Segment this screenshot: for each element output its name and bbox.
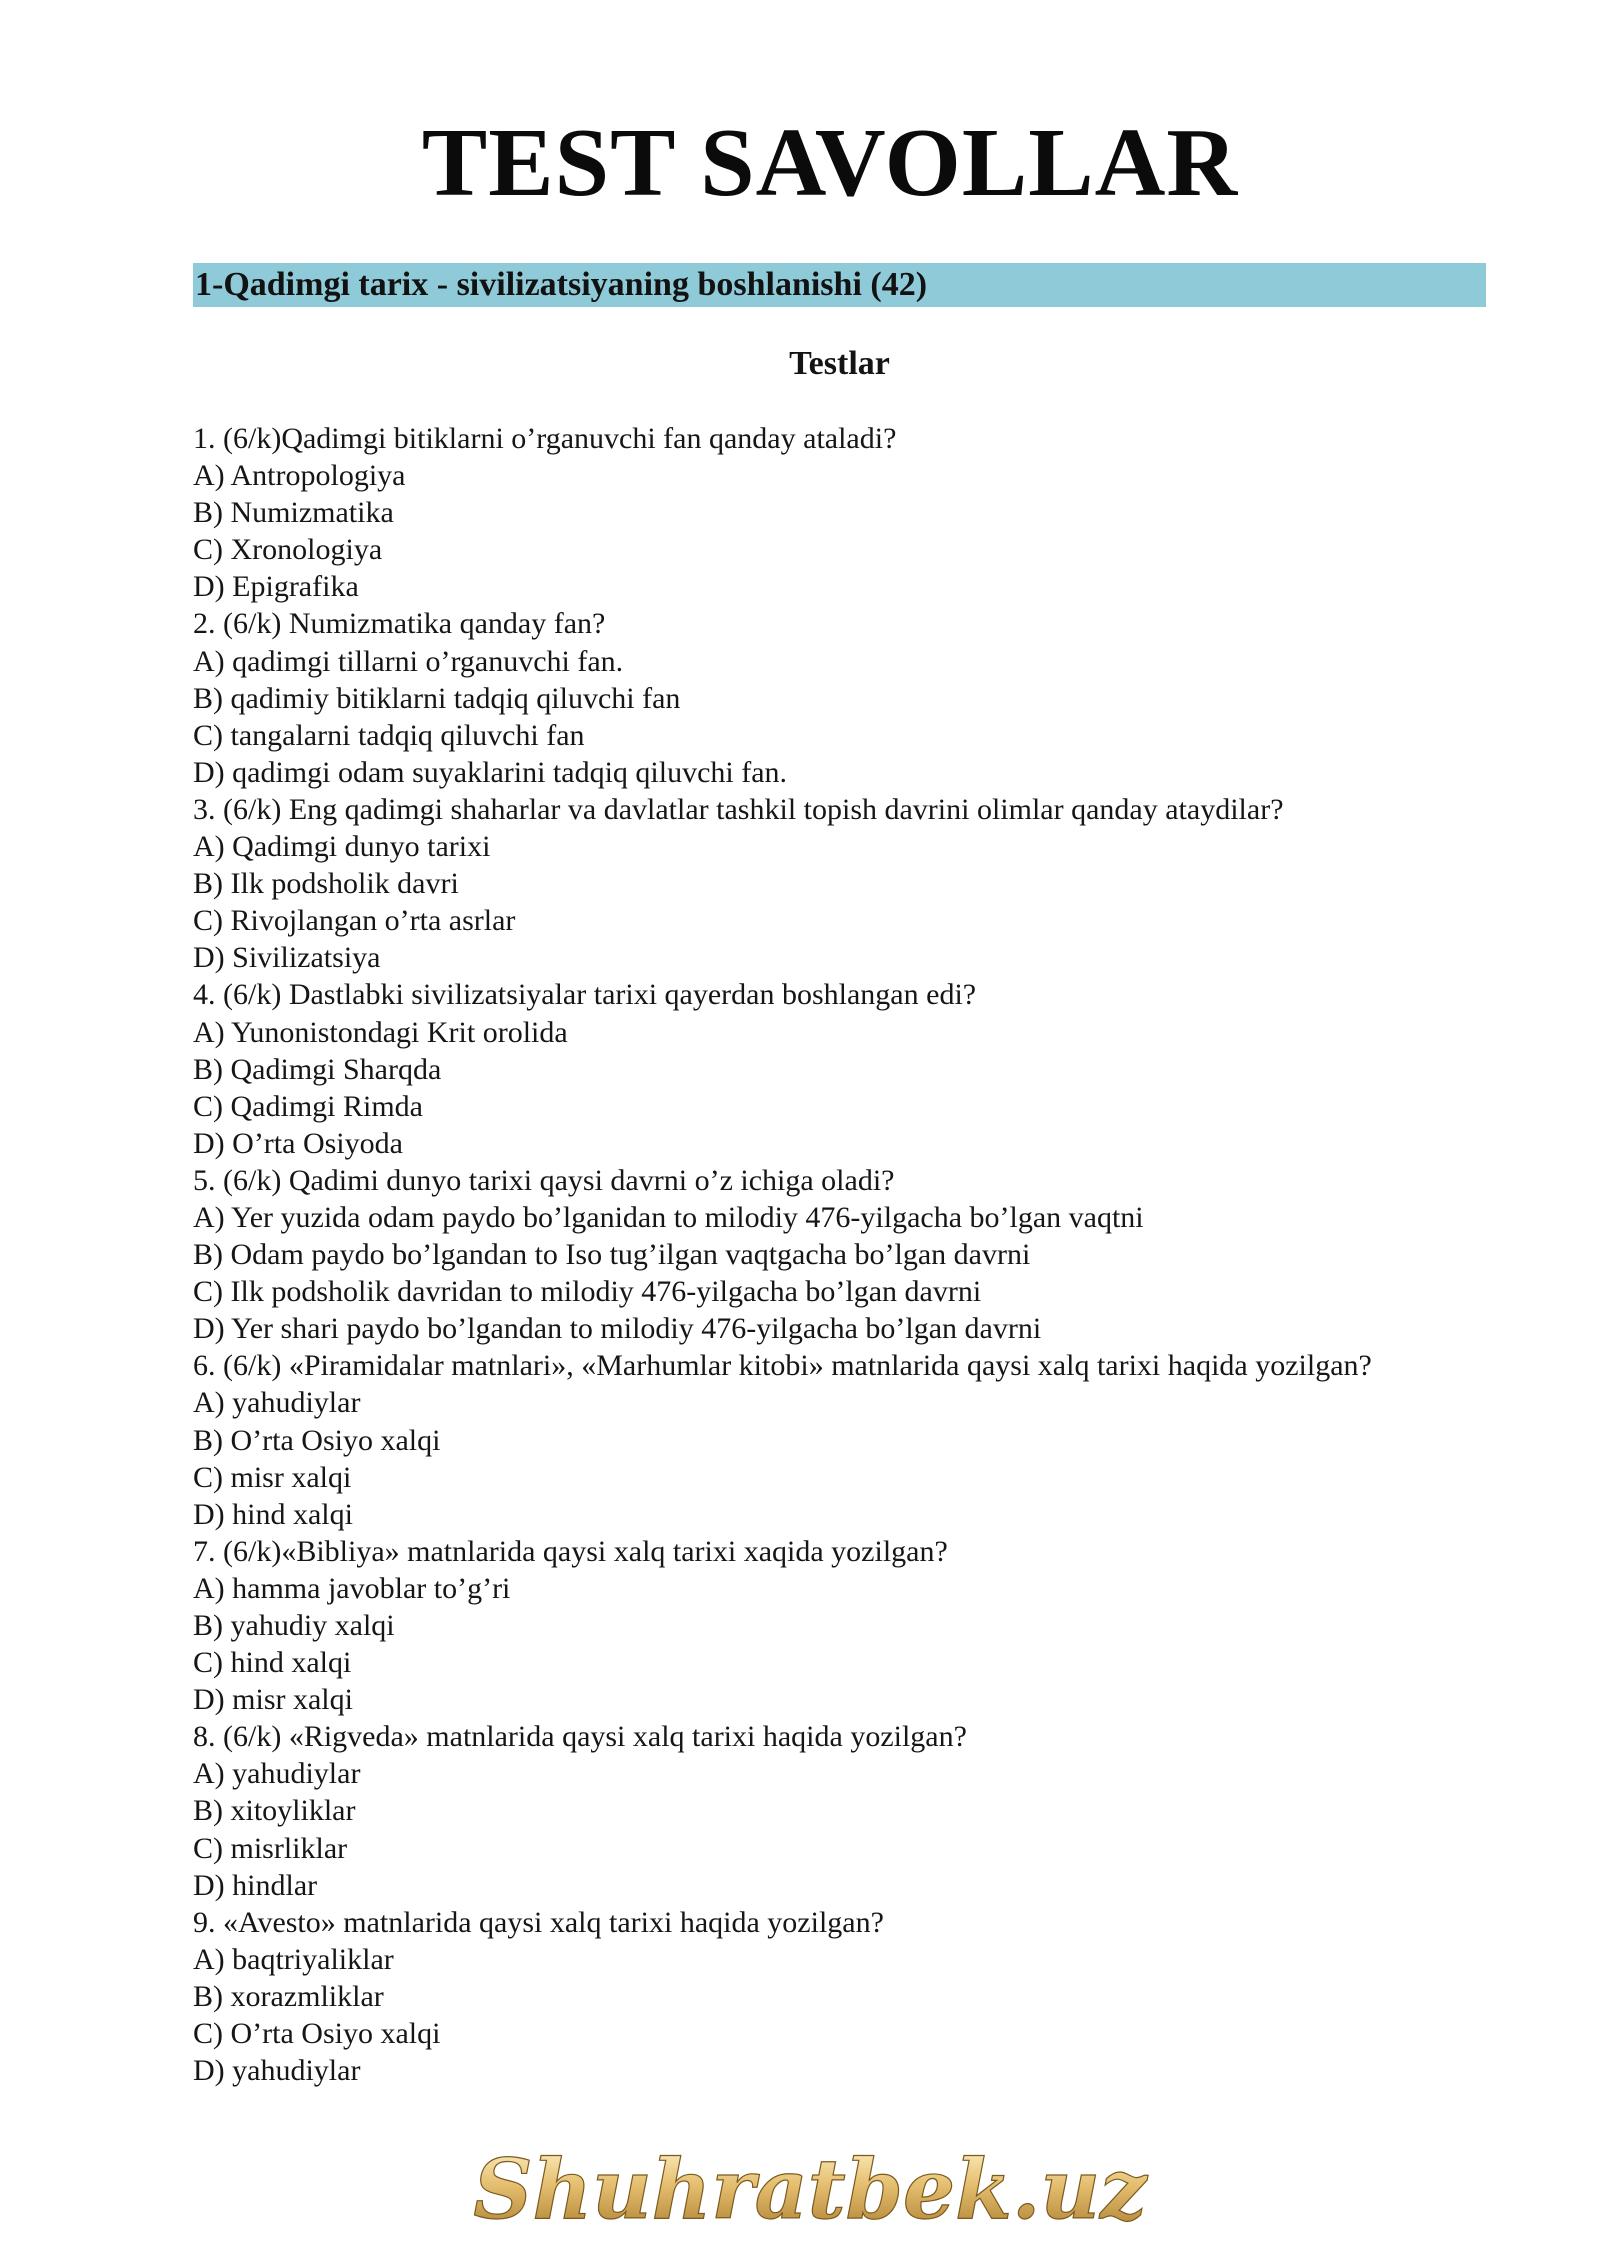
answer-option: B) xitoyliklar bbox=[193, 1794, 356, 1828]
answer-option: A) baqtriyaliklar bbox=[193, 1942, 394, 1976]
title-container bbox=[0, 108, 1600, 218]
answer-option: C) misrliklar bbox=[193, 1831, 348, 1865]
answer-option: D) yahudiylar bbox=[193, 2054, 361, 2088]
answer-option: D) hind xalqi bbox=[193, 1497, 353, 1531]
question-text: 9. «Avesto» matnlarida qaysi xalq tarixi haqida yozilgan? bbox=[193, 1905, 884, 1939]
question-text: 6. (6/k) «Piramidalar matnlari», «Marhumlar kitobi» matnlarida qaysi xalq tarixi haqida yozilgan? bbox=[193, 1349, 1372, 1383]
question-text: 3. (6/k) Eng qadimgi shaharlar va davlatlar tashkil topish davrini olimlar qanday ataydilar? bbox=[193, 792, 1284, 826]
answer-option: C) tangalarni tadqiq qiluvchi fan bbox=[193, 718, 585, 752]
answer-option: D) qadimgi odam suyaklarini tadqiq qiluvchi fan. bbox=[193, 755, 788, 789]
watermark-logo bbox=[473, 2140, 1147, 2250]
question-text: 8. (6/k) «Rigveda» matnlarida qaysi xalq tarixi haqida yozilgan? bbox=[193, 1720, 967, 1754]
answer-option: D) Epigrafika bbox=[193, 570, 359, 604]
answer-option: B) Qadimgi Sharqda bbox=[193, 1052, 442, 1086]
answer-option: A) Yunonistondagi Krit orolida bbox=[193, 1015, 568, 1049]
watermark bbox=[0, 2140, 1600, 2255]
answer-option: D) Yer shari paydo bo’lgandan to milodiy 476-yilgacha bo’lgan davrni bbox=[193, 1312, 1042, 1346]
answer-option: B) O’rta Osiyo xalqi bbox=[193, 1423, 441, 1457]
section-heading: 1-Qadimgi tarix - sivilizatsiyaning boshlanishi (42) bbox=[195, 266, 928, 303]
answer-option: C) Qadimgi Rimda bbox=[193, 1089, 423, 1123]
answer-option: B) Numizmatika bbox=[193, 496, 394, 530]
answer-option: C) Xronologiya bbox=[193, 533, 383, 567]
answer-option: D) O’rta Osiyoda bbox=[193, 1126, 403, 1160]
answer-option: B) Ilk podsholik davri bbox=[193, 867, 459, 901]
answer-option: C) Rivojlangan o’rta asrlar bbox=[193, 904, 516, 938]
subtitle: Testlar bbox=[789, 345, 890, 382]
question-text: 2. (6/k) Numizmatika qanday fan? bbox=[193, 607, 606, 641]
answer-option: B) qadimiy bitiklarni tadqiq qiluvchi fan bbox=[193, 681, 681, 715]
answer-option: B) yahudiy xalqi bbox=[193, 1609, 395, 1642]
answer-option: D) hindlar bbox=[193, 1868, 318, 1902]
answer-option: A) hamma javoblar to’g’ri bbox=[193, 1571, 511, 1605]
page-title: TEST SAVOLLAR bbox=[421, 109, 1239, 217]
answer-option: B) xorazmliklar bbox=[193, 1979, 384, 2013]
question-text: 1. (6/k)Qadimgi bitiklarni o’rganuvchi fan qanday ataladi? bbox=[193, 422, 897, 455]
question-text: 4. (6/k) Dastlabki sivilizatsiyalar tarixi qayerdan boshlangan edi? bbox=[193, 978, 977, 1012]
answer-option: C) O’rta Osiyo xalqi bbox=[193, 2017, 441, 2051]
question-text: 7. (6/k)«Bibliya» matnlarida qaysi xalq tarixi xaqida yozilgan? bbox=[193, 1534, 948, 1568]
question-text: 5. (6/k) Qadimi dunyo tarixi qaysi davrni o’z ichiga oladi? bbox=[193, 1163, 895, 1197]
answer-option: A) yahudiylar bbox=[193, 1386, 361, 1420]
section-heading-bar bbox=[193, 263, 1486, 307]
answer-option: A) yahudiylar bbox=[193, 1757, 361, 1791]
answer-option: D) misr xalqi bbox=[193, 1683, 353, 1717]
answer-option: B) Odam paydo bo’lgandan to Iso tug’ilgan vaqtgacha bo’lgan davrni bbox=[193, 1238, 1031, 1272]
answer-option: D) Sivilizatsiya bbox=[193, 941, 381, 975]
answer-option: C) misr xalqi bbox=[193, 1460, 352, 1494]
watermark-text: Shuhratbek.uz bbox=[473, 2142, 1147, 2238]
subtitle-container bbox=[193, 342, 1486, 386]
question-list bbox=[193, 420, 1513, 2089]
answer-option: A) Yer yuzida odam paydo bo’lganidan to milodiy 476-yilgacha bo’lgan vaqtni bbox=[193, 1200, 1144, 1234]
answer-option: A) Qadimgi dunyo tarixi bbox=[193, 830, 491, 864]
answer-option: A) qadimgi tillarni o’rganuvchi fan. bbox=[193, 644, 624, 678]
answer-option: C) hind xalqi bbox=[193, 1646, 352, 1680]
answer-option: C) Ilk podsholik davridan to milodiy 476-yilgacha bo’lgan davrni bbox=[193, 1275, 982, 1309]
answer-option: A) Antropologiya bbox=[193, 459, 406, 493]
